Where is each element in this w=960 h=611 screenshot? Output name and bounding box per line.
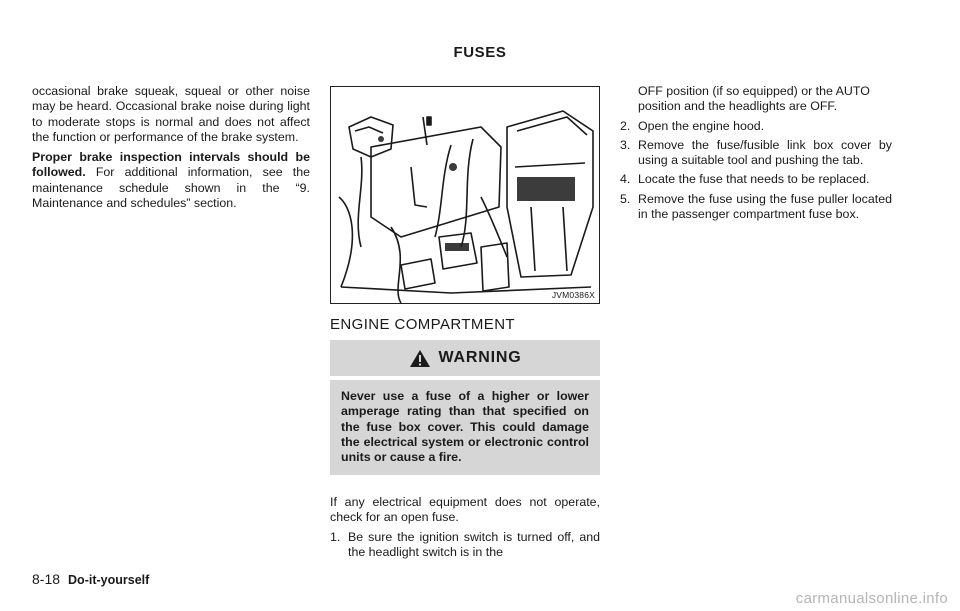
- step1-continued: OFF position (if so equipped) or the AUTO position and the headlights are OFF.: [638, 84, 870, 114]
- watermark[interactable]: carmanualsonline.info: [795, 590, 948, 607]
- engine-illustration: [331, 87, 600, 304]
- warning-box: [330, 340, 600, 475]
- warning-header: [330, 340, 600, 376]
- step-item: 4. Locate the fuse that needs to be replaced.: [620, 172, 870, 187]
- step-item: 2. Open the engine hood.: [620, 118, 765, 133]
- inspection-rest-text: For additional information, see the maintenance schedule shown in the “9. Maintenance and schedules” section.: [32, 165, 310, 211]
- step-item: 3. Remove the fuse/fusible link box cover by using a suitable tool and pushing the tab.: [620, 137, 892, 168]
- column-right: [620, 84, 892, 226]
- column-left: [32, 84, 310, 216]
- warning-triangle-icon: [409, 349, 431, 368]
- fuse-check-intro: If any electrical equipment does not operate, check for an open fuse.: [330, 495, 600, 525]
- engine-compartment-heading: ENGINE COMPARTMENT: [330, 316, 515, 333]
- engine-compartment-figure: [330, 86, 600, 304]
- page-footer: [32, 571, 149, 587]
- section-title: FUSES: [453, 44, 507, 61]
- step-item: 5. Remove the fuse using the fuse puller located in the passenger compartment fuse box.: [620, 191, 892, 222]
- inspection-paragraph: [32, 150, 310, 211]
- figure-code: JVM0386X: [551, 290, 595, 300]
- warning-text: Never use a fuse of a higher or lower amperage rating than that specified on the fuse box cover. This could damage the electrical system or electronic control units or cause a fire.: [330, 380, 600, 475]
- step-item: 1. Be sure the ignition switch is turned off, and the headlight switch is in the: [330, 529, 600, 559]
- chapter-name: Do-it-yourself: [68, 573, 150, 587]
- warning-title: WARNING: [438, 349, 522, 366]
- page-number: 8-18: [32, 571, 61, 587]
- fuse-check-section: [330, 495, 600, 564]
- inspection-bold-text: Proper brake inspection intervals should be followed.: [32, 150, 310, 180]
- brake-noise-paragraph: occasional brake squeak, squeal or other noise may be heard. Occasional brake noise during light to moderate stops is normal and does not affect the function or performance of the brake system.: [32, 84, 310, 144]
